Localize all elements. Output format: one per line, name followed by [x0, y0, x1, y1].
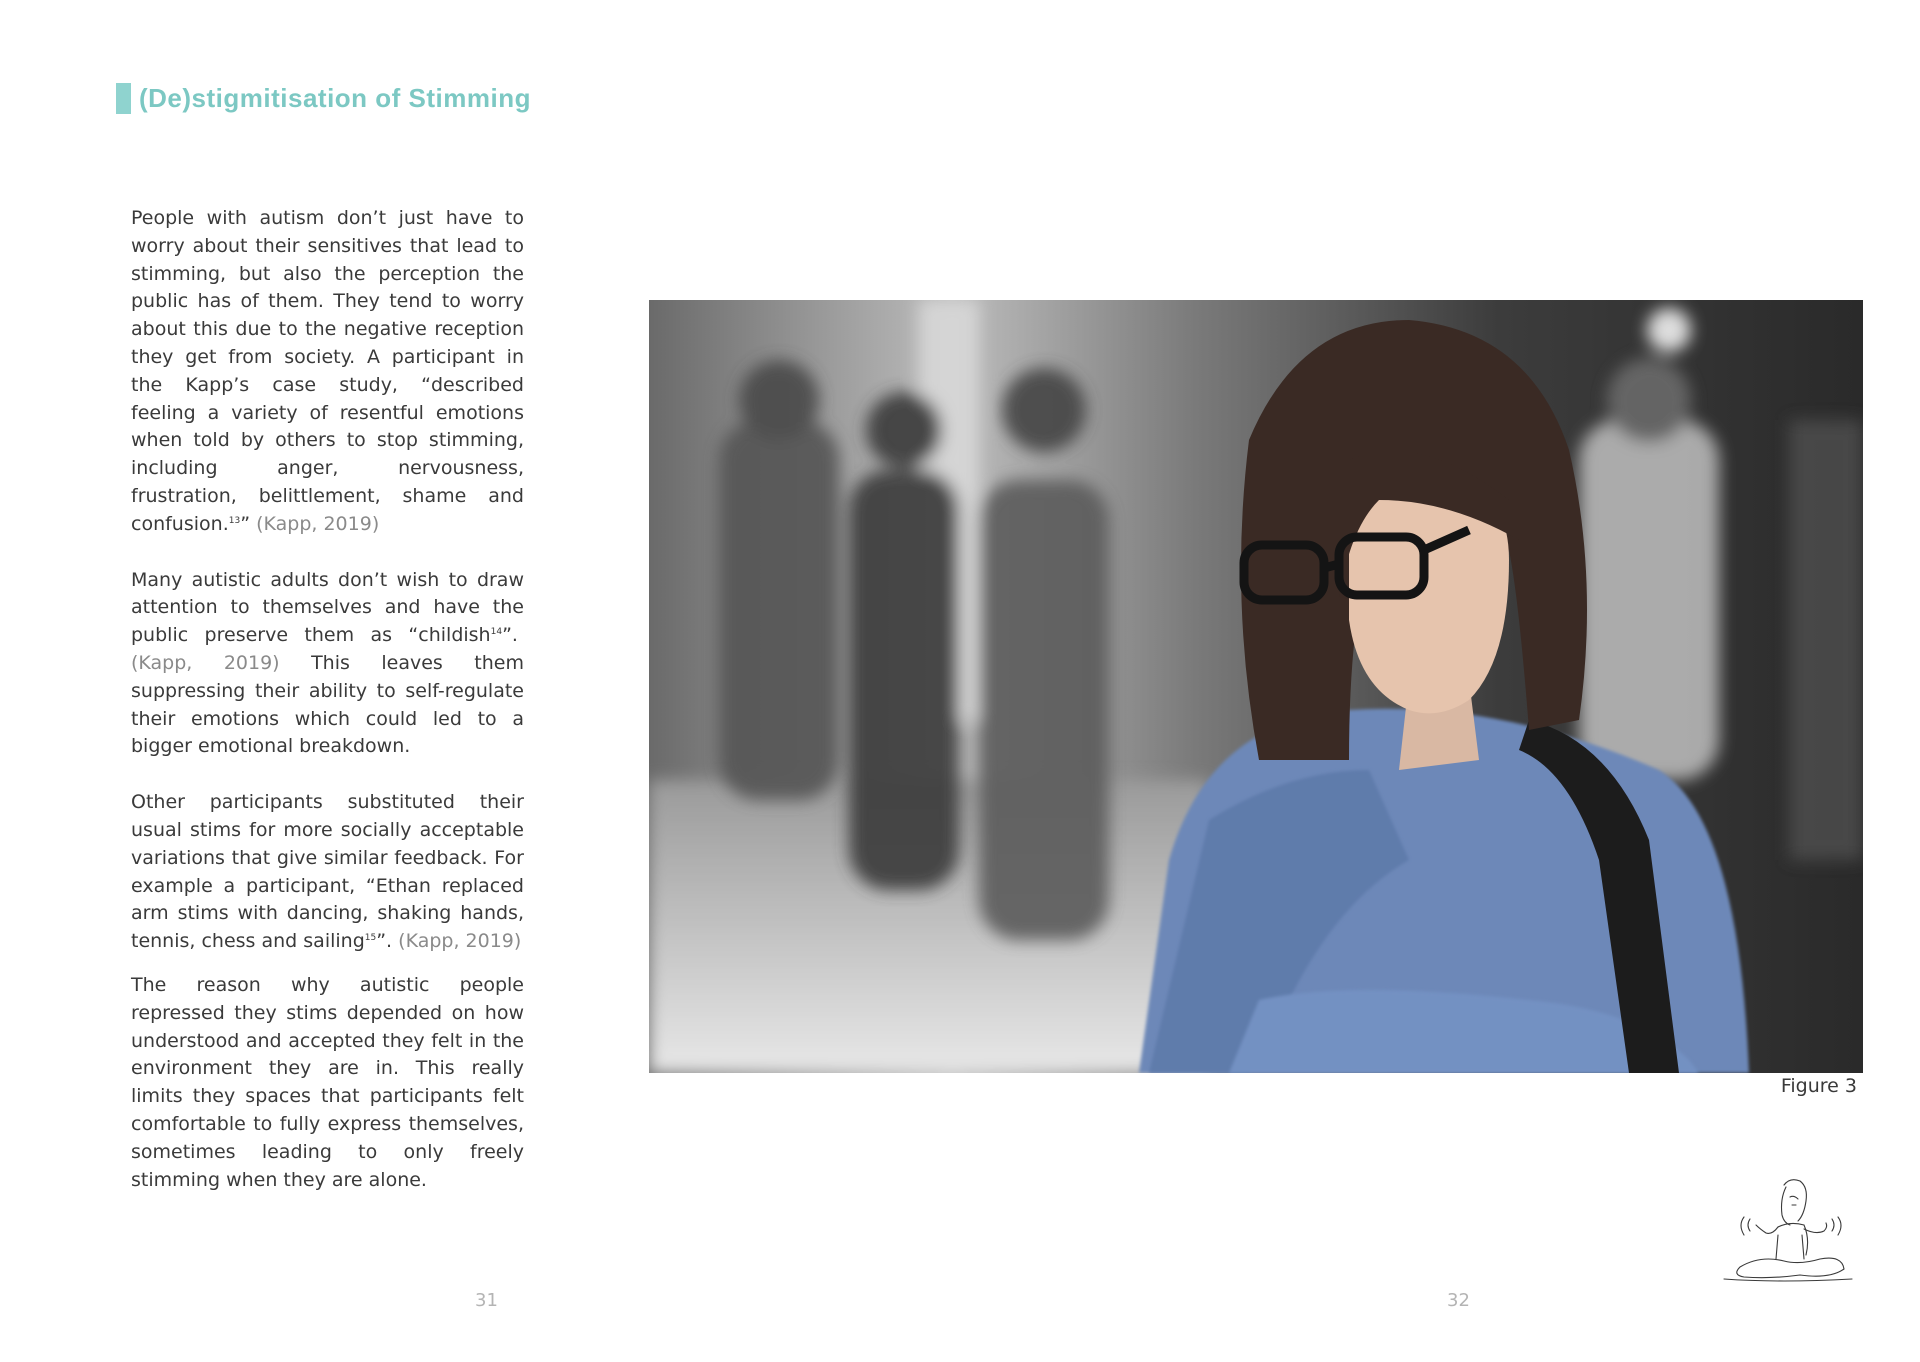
body-text-column: [131, 205, 524, 1194]
footnote-marker: 15: [364, 933, 377, 944]
footnote-marker: 13: [228, 515, 241, 526]
citation: (Kapp, 2019): [131, 651, 280, 674]
paragraph-1: [131, 205, 524, 539]
paragraph-4: The reason why autistic people repressed they stims depended on how understood and accepted they felt in the environment they are in. This really limits they spaces that participants felt comfortable to fully express themselves, sometimes leading to only freely stimming when they are alone.: [131, 973, 524, 1191]
page-number-left: 31: [475, 1290, 498, 1311]
page-title: (De)stigmitisation of Stimming: [139, 83, 531, 113]
paragraph-3: [131, 789, 524, 956]
figure-photo: [649, 300, 1863, 1073]
quote-close: ”: [240, 512, 251, 535]
citation: (Kapp, 2019): [398, 930, 522, 953]
figure-caption: Figure 3: [1780, 1075, 1857, 1097]
paragraph-2: [131, 567, 524, 762]
photo-illustration: [649, 300, 1863, 1073]
footnote-marker: 14: [490, 627, 503, 638]
page-number-right: 32: [1447, 1290, 1470, 1311]
quote-close: ”.: [376, 930, 393, 953]
paragraph-text: Other participants substituted their usual stims for more socially acceptable variations that give similar feedback. For example a participant, “Ethan replaced arm stims with dancing, shaking hands, tennis, chess and sailing: [131, 791, 524, 953]
paragraph-text: People with autism don’t just have to worry about their sensitives that lead to stimming, but also the perception the public has of them. They tend to worry about this due to the negative reception they get from society. A participant in the Kapp’s case study, “described feeling a variety of resentful emotions when told by others to stop stimming, including anger, nervousness, frustration, belittlement, shame and confusion.: [131, 207, 524, 535]
title-accent-bar: [116, 83, 131, 114]
paragraph-text: Many autistic adults don’t wish to draw attention to themselves and have the public preserve them as “childish: [131, 568, 524, 647]
paragraph-text-continued: This leaves them suppressing their ability to self-regulate their emotions which could led to a bigger emotional breakdown.: [131, 651, 524, 758]
quote-close: ”.: [502, 624, 518, 647]
citation: (Kapp, 2019): [256, 512, 380, 535]
sketch-illustration-icon: [1720, 1175, 1860, 1287]
